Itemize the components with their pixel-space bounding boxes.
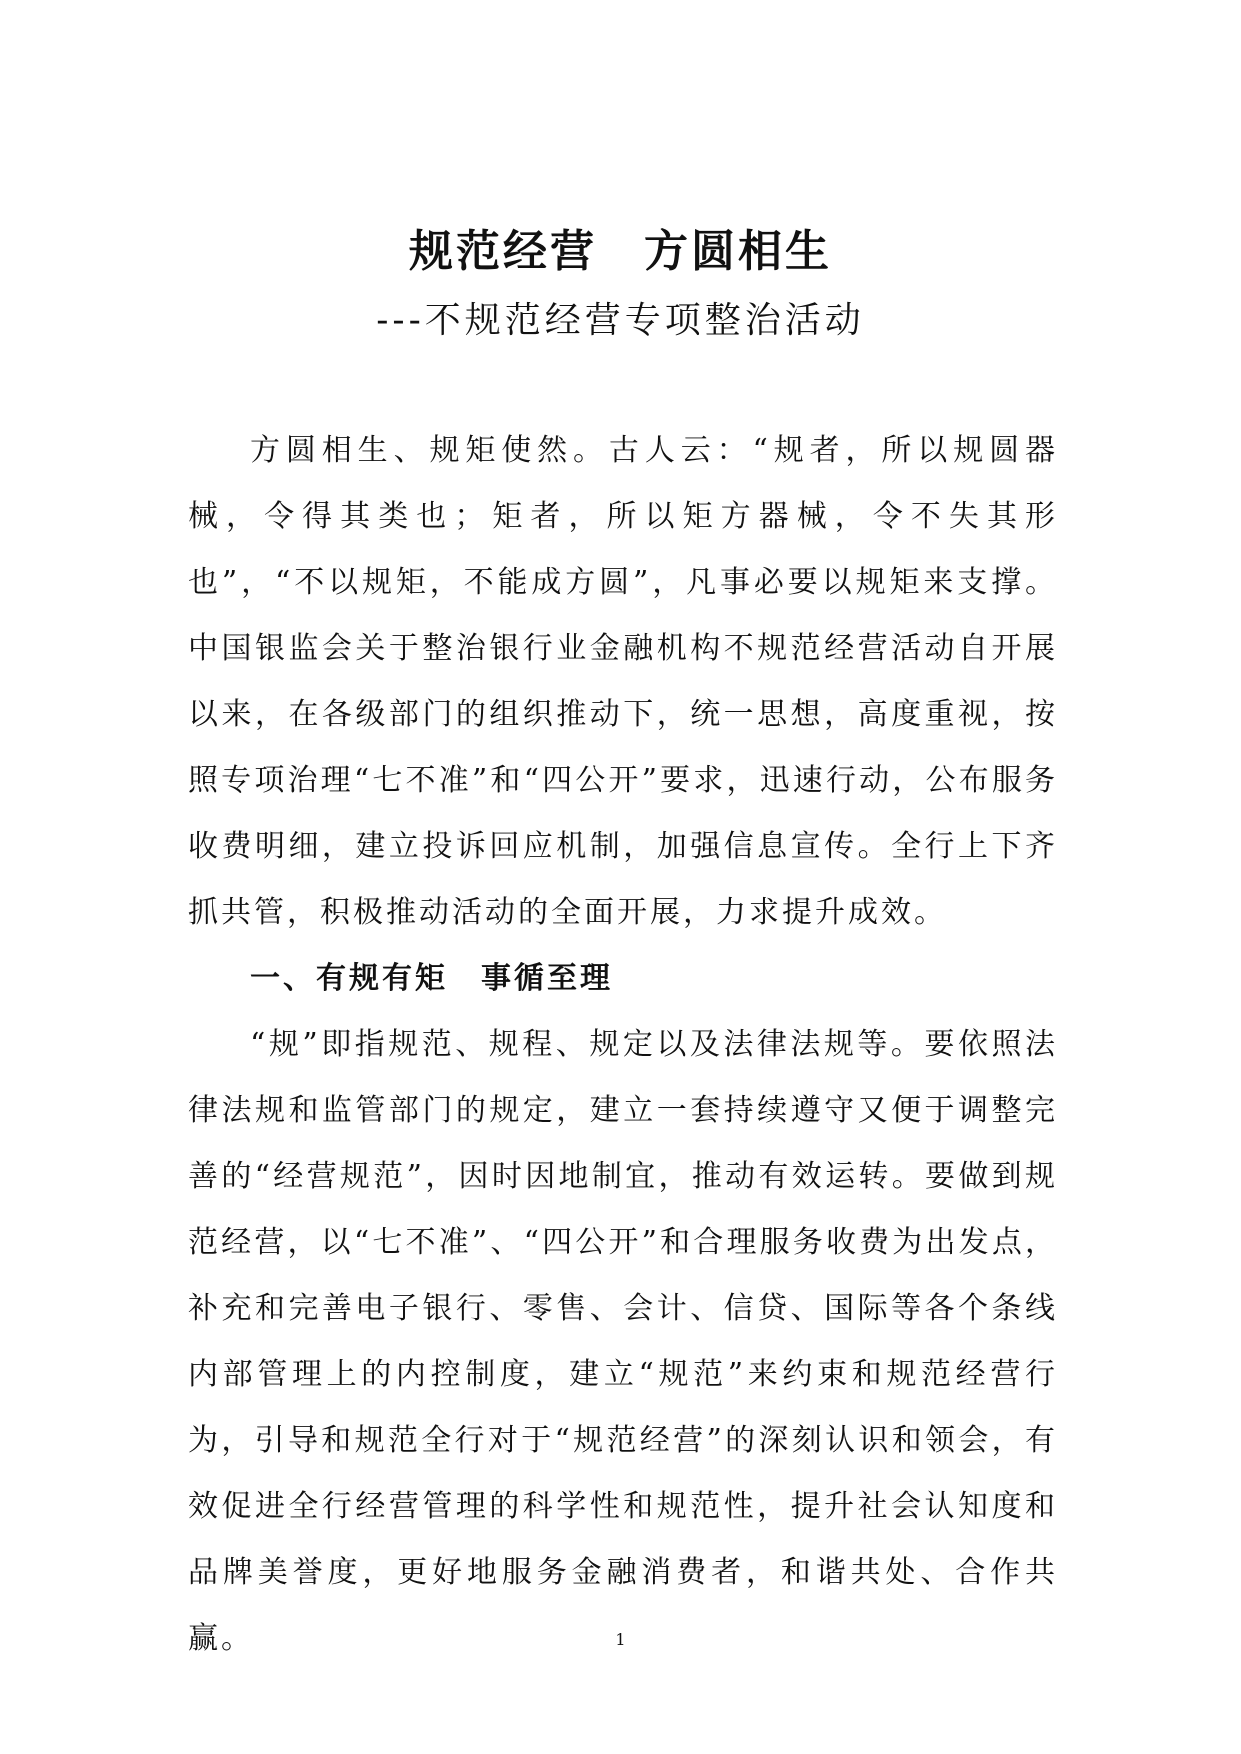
document-subtitle: ---不规范经营专项整治活动 (376, 300, 865, 341)
section-heading: 一、有规有矩 事循至理 (250, 961, 613, 996)
intro-paragraph: 方圆相生、规矩使然。古人云：“规者，所以规圆器械，令得其类也；矩者，所以矩方器械，令不失其形也”，“不以规矩，不能成方圆”，凡事必要以规矩来支撑。中国银监会关于整治银行业金融机构不规范经营活动自开展以来，在各级部门的组织推动下，统一思想，高度重视，按照专项治理“七不准”和“四公开”要求，迅速行动，公布服务收费明细，建立投诉回应机制，加强信息宣传。全行上下齐抓共管，积极推动活动的全面开展，力求提升成效。 (188, 433, 1058, 930)
page-number: 1 (615, 1630, 626, 1649)
document-body (188, 418, 1058, 1672)
section-body-paragraph: “规”即指规范、规程、规定以及法律法规等。要依照法律法规和监管部门的规定，建立一套持续遵守又便于调整完善的“经营规范”，因时因地制宜，推动有效运转。要做到规范经营，以“七不准”、“四公开”和合理服务收费为出发点，补充和完善电子银行、零售、会计、信贷、国际等各个条线内部管理上的内控制度，建立“规范”来约束和规范经营行为，引导和规范全行对于“规范经营”的深刻认识和领会，有效促进全行经营管理的科学性和规范性，提升社会认知度和品牌美誉度，更好地服务金融消费者，和谐共处、合作共赢。 (188, 1027, 1058, 1656)
document-title: 规范经营 方圆相生 (409, 226, 832, 277)
